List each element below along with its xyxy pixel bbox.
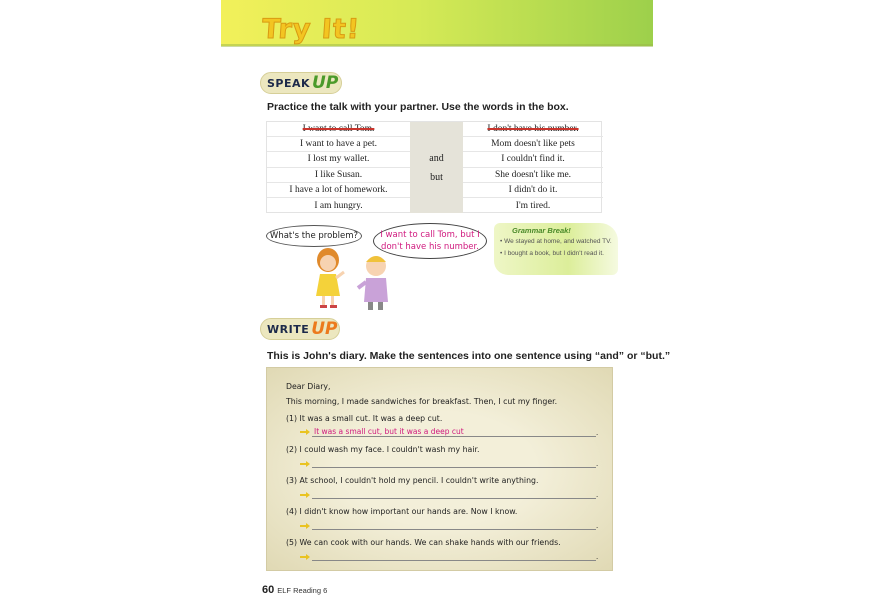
conjunction-and: and xyxy=(429,152,444,164)
word-box-cell: Mom doesn't like pets xyxy=(463,137,603,152)
word-box-cell: I'm tired. xyxy=(515,200,551,211)
diary-item-prompt: (3) At school, I couldn't hold my pencil. I couldn't write anything. xyxy=(286,476,539,485)
word-box xyxy=(266,121,602,213)
answer-line[interactable] xyxy=(312,467,596,468)
answer-line[interactable] xyxy=(312,529,596,530)
word-box-cell: I want to have a pet. xyxy=(267,137,410,152)
answer-line[interactable] xyxy=(312,560,596,561)
page-footer xyxy=(262,584,327,596)
arrow-icon xyxy=(300,523,310,529)
period-mark: . xyxy=(596,552,599,561)
diary-item-answer: It was a small cut, but it was a deep cut xyxy=(314,427,464,436)
diary-greeting: Dear Diary, xyxy=(286,382,331,391)
write-up-badge xyxy=(260,318,340,340)
diary-item-prompt: (2) I could wash my face. I couldn't wash my hair. xyxy=(286,445,480,454)
grammar-break-line: • I bought a book, but I didn't read it. xyxy=(500,250,604,257)
girl-speech-text: What's the problem? xyxy=(269,231,359,241)
word-box-cell: I like Susan. xyxy=(267,168,410,183)
kids-illustration xyxy=(300,244,410,312)
speak-up-badge xyxy=(260,72,342,94)
word-box-cell: I am hungry. xyxy=(314,200,363,211)
word-box-cell: I want to call Tom. xyxy=(267,122,410,137)
word-box-cell: I couldn't find it. xyxy=(463,152,603,167)
write-instruction: This is John's diary. Make the sentences into one sentence using “and” or “but.” xyxy=(267,350,671,362)
word-box-cell: I have a lot of homework. xyxy=(267,183,410,198)
speak-badge-word: SPEAK xyxy=(267,76,311,90)
grammar-break-title: Grammar Break! xyxy=(512,226,571,235)
diary-item-prompt: (5) We can cook with our hands. We can shake hands with our friends. xyxy=(286,538,561,547)
period-mark: . xyxy=(596,490,599,499)
word-box-cell: I don't have his number. xyxy=(463,122,603,137)
boy-figure xyxy=(358,256,388,310)
page-number: 60 xyxy=(262,584,275,596)
speak-badge-up: UP xyxy=(312,73,339,93)
boy-speech-line: I want to call Tom, but I xyxy=(380,230,480,240)
answer-line[interactable] xyxy=(312,498,596,499)
page-title: Try It! xyxy=(260,14,362,45)
arrow-icon xyxy=(300,429,310,435)
word-box-cell: I lost my wallet. xyxy=(267,152,410,167)
answer-line[interactable] xyxy=(312,436,596,437)
conjunction-but: but xyxy=(430,171,443,183)
period-mark: . xyxy=(596,521,599,530)
arrow-icon xyxy=(300,461,310,467)
arrow-icon xyxy=(300,554,310,560)
write-badge-up: UP xyxy=(311,319,338,339)
period-mark: . xyxy=(596,428,599,437)
arrow-icon xyxy=(300,492,310,498)
grammar-break-line: • We stayed at home, and watched TV. xyxy=(500,238,612,245)
period-mark: . xyxy=(596,459,599,468)
word-box-conjunctions xyxy=(410,122,463,213)
girl-figure xyxy=(316,248,344,308)
word-box-cell: I didn't do it. xyxy=(463,183,603,198)
boy-speech-line: don't have his number. xyxy=(381,242,479,252)
word-box-right-column xyxy=(463,122,603,213)
diary-item-prompt: (1) It was a small cut. It was a deep cut. xyxy=(286,414,443,423)
write-badge-word: WRITE xyxy=(267,322,310,336)
word-box-cell: She doesn't like me. xyxy=(463,168,603,183)
diary-item-prompt: (4) I didn't know how important our hands are. Now I know. xyxy=(286,507,518,516)
speak-instruction: Practice the talk with your partner. Use the words in the box. xyxy=(267,101,569,113)
diary-intro: This morning, I made sandwiches for breakfast. Then, I cut my finger. xyxy=(286,397,558,406)
word-box-left-column xyxy=(267,122,410,213)
book-title: ELF Reading 6 xyxy=(277,586,328,595)
